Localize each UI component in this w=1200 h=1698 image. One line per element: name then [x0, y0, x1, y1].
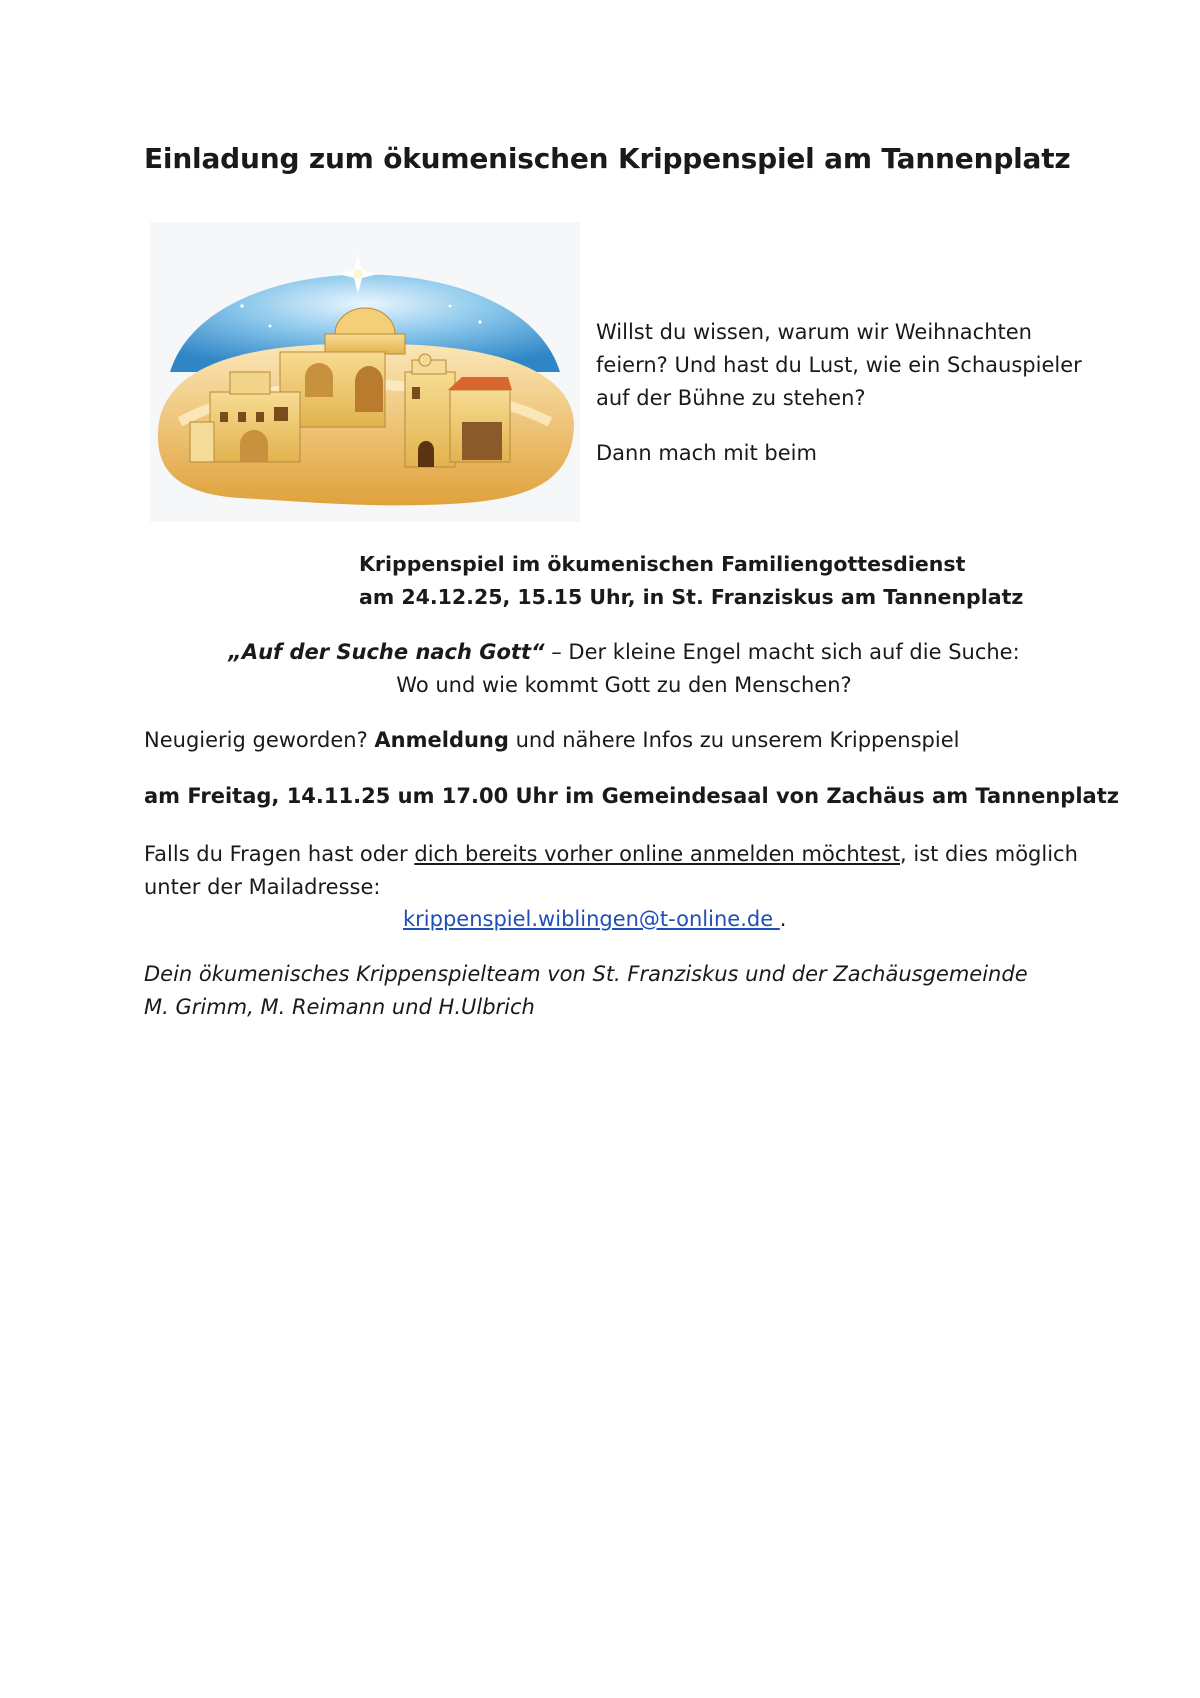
signature-team: Dein ökumenisches Krippenspielteam von St. Franziskus und der Zachäusgemeinde: [144, 962, 1028, 986]
email-suffix: .: [779, 907, 787, 931]
page-title: Einladung zum ökumenischen Krippenspiel am Tannenplatz: [144, 142, 1071, 175]
contact-paragraph: [144, 838, 1104, 904]
bethlehem-illustration: [150, 222, 580, 522]
email-link[interactable]: krippenspiel.wiblingen@t-online.de: [403, 907, 780, 931]
contact-lead: Falls du Fragen hast oder: [144, 842, 415, 866]
registration-keyword: Anmeldung: [374, 728, 509, 752]
intro-paragraph-2: Dann mach mit beim: [596, 441, 817, 465]
motto-text: – Der kleine Engel macht sich auf die Suche:: [544, 640, 1020, 664]
intro-text: [596, 316, 1096, 470]
motto-line-2: Wo und wie kommt Gott zu den Menschen?: [396, 673, 852, 697]
online-registration-text: dich bereits vorher online anmelden möchtest: [414, 842, 901, 866]
motto-line-1: [144, 636, 1104, 669]
registration-date: am Freitag, 14.11.25 um 17.00 Uhr im Gemeindesaal von Zachäus am Tannenplatz: [144, 784, 1119, 808]
signature-names: M. Grimm, M. Reimann und H.Ulbrich: [144, 995, 535, 1019]
contact-tail: , ist dies möglich unter der Mailadresse:: [144, 842, 1078, 899]
event-title: Krippenspiel im ökumenischen Familiengottesdienst: [359, 552, 966, 576]
email-line: [403, 903, 786, 936]
play-motto: [144, 636, 1104, 702]
event-datetime: am 24.12.25, 15.15 Uhr, in St. Franziskus am Tannenplatz: [359, 585, 1024, 609]
signature: [144, 958, 1104, 1024]
event-details: [359, 548, 1079, 614]
motto-quote: „Auf der Suche nach Gott“: [228, 640, 545, 664]
intro-paragraph-1: Willst du wissen, warum wir Weihnachten feiern? Und hast du Lust, wie ein Schauspieler auf der Bühne zu stehen?: [596, 320, 1082, 410]
registration-paragraph: [144, 724, 1104, 757]
registration-lead: Neugierig geworden?: [144, 728, 375, 752]
registration-tail: und nähere Infos zu unserem Krippenspiel: [508, 728, 960, 752]
